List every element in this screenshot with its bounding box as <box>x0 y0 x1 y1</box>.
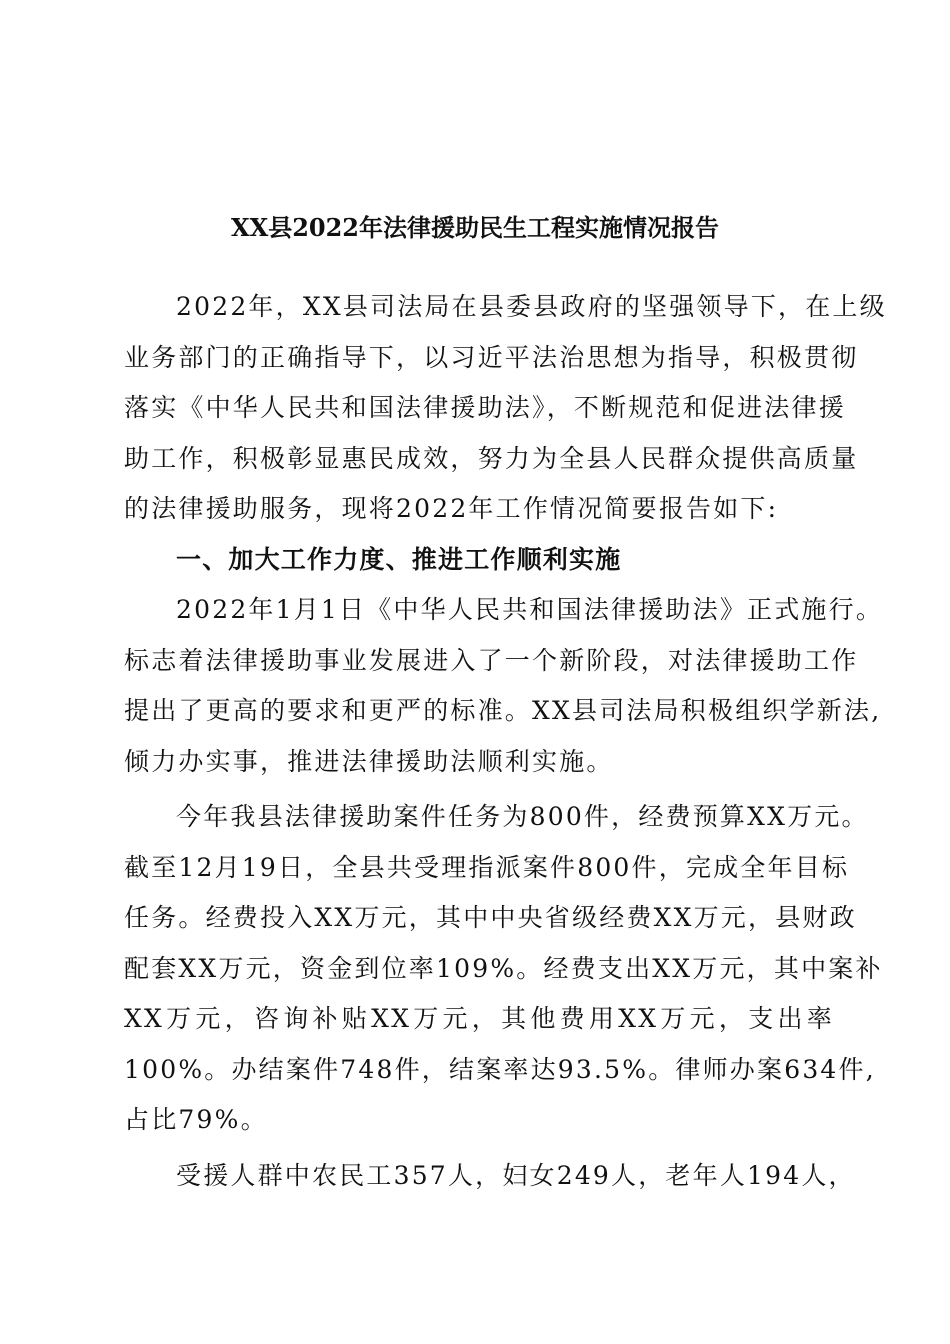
paragraph-line: 业务部门的正确指导下，以习近平法治思想为指导，积极贯彻 <box>124 342 859 372</box>
paragraph-line: 落实《中华人民共和国法律援助法》，不断规范和促进法律援 <box>124 393 846 422</box>
paragraph-line: 占比79%。 <box>124 1105 268 1134</box>
paragraph-line: 100%。办结案件748件，结案率达93.5%。律师办案634件, <box>124 1054 876 1084</box>
document-title: XX县2022年法律援助民生工程实施情况报告 <box>230 213 720 242</box>
paragraph-line: 任务。经费投入XX万元，其中中央省级经费XX万元，县财政 <box>124 903 857 932</box>
paragraph-line: 2022年，XX县司法局在县委县政府的坚强领导下，在上级 <box>176 292 887 321</box>
paragraph-line: 助工作，积极彰显惠民成效，努力为全县人民群众提供高质量 <box>124 443 859 473</box>
paragraph-line: 倾力办实事，推进法律援助法顺利实施。 <box>124 746 614 776</box>
paragraph-line: 标志着法律援助事业发展进入了一个新阶段，对法律援助工作 <box>124 645 859 675</box>
paragraph-line: XX万元，咨询补贴XX万元，其他费用XX万元，支出率 <box>124 1004 834 1033</box>
paragraph-line: 2022年1月1日《中华人民共和国法律援助法》正式施行。 <box>176 595 884 624</box>
paragraph-line: 的法律援助服务，现将2022年工作情况简要报告如下: <box>124 494 779 523</box>
paragraph-line: 今年我县法律援助案件任务为800件，经费预算XX万元。 <box>176 802 869 831</box>
document-body <box>124 282 887 1201</box>
paragraph-line: 提出了更高的要求和更严的标准。XX县司法局积极组织学新法, <box>124 696 882 725</box>
paragraph-line: 截至12月19日，全县共受理指派案件800件，完成全年目标 <box>124 852 850 882</box>
section-heading: 一、加大工作力度、推进工作顺利实施 <box>176 544 622 574</box>
paragraph-line: 配套XX万元，资金到位率109%。经费支出XX万元，其中案补 <box>124 953 883 983</box>
paragraph-line: 受援人群中农民工357人，妇女249人，老年人194人， <box>176 1160 856 1190</box>
